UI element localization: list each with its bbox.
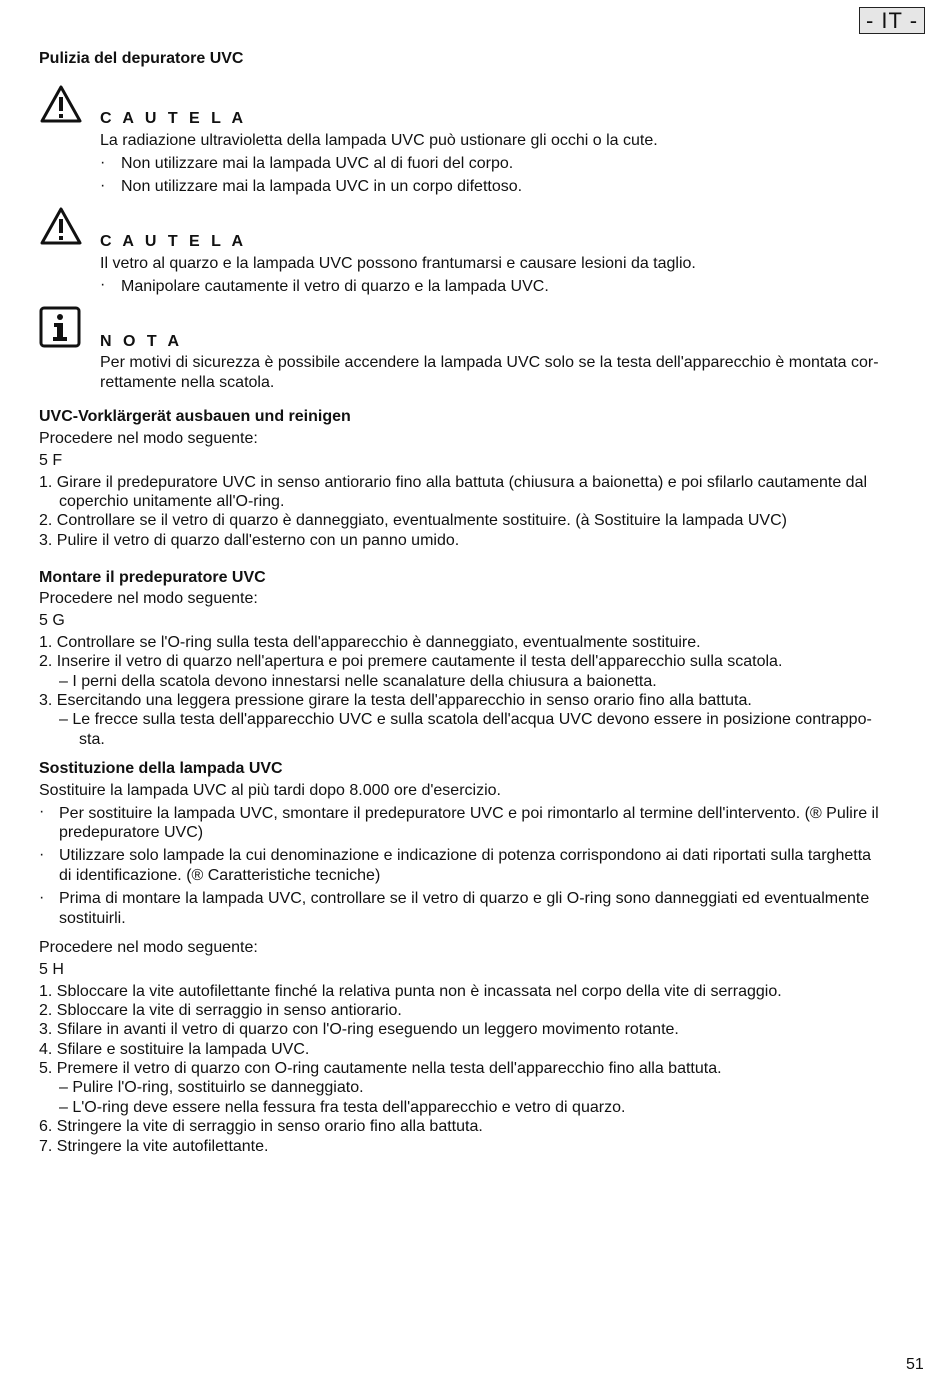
info-icon xyxy=(39,306,81,348)
language-badge: - IT - xyxy=(859,7,925,34)
step-item: 1. Controllare se l'O-ring sulla testa dell'apparecchio è danneggiato, eventualmente sostituire. xyxy=(39,634,701,651)
section-title-remove: UVC-Vorklärgerät ausbauen und reinigen xyxy=(39,408,351,425)
list-bullet: · xyxy=(39,889,45,906)
step-item: 3. Pulire il vetro di quarzo dall'esterno con un panno umido. xyxy=(39,532,460,549)
step-item: 2. Controllare se il vetro di quarzo è danneggiato, eventualmente sostituire. (à Sostituire la lampada UVC) xyxy=(39,512,787,529)
step-item: 1. Girare il predepuratore UVC in senso antiorario fino alla battuta (chiusura a baionetta) e poi sfilarlo cautamente dal xyxy=(39,474,868,491)
section-title-mount: Montare il predepuratore UVC xyxy=(39,569,266,586)
step-item: 3. Esercitando una leggera pressione girare la testa dell'apparecchio in senso orario fino alla battuta. xyxy=(39,692,752,709)
list-item: Prima di montare la lampada UVC, controllare se il vetro di quarzo e gli O-ring sono danneggiati ed eventualmente xyxy=(59,890,870,907)
list-item: Non utilizzare mai la lampada UVC al di fuori del corpo. xyxy=(121,155,514,172)
list-item: di identificazione. (® Caratteristiche tecniche) xyxy=(59,867,381,884)
caution-text: La radiazione ultravioletta della lampada UVC può ustionare gli occhi o la cute. xyxy=(100,132,658,149)
figure-reference: 5 H xyxy=(39,961,64,978)
section-title-cleaning: Pulizia del depuratore UVC xyxy=(39,50,244,67)
list-item: sostituirli. xyxy=(59,910,126,927)
step-item: 6. Stringere la vite di serraggio in senso orario fino alla battuta. xyxy=(39,1118,483,1135)
step-item: coperchio unitamente all'O-ring. xyxy=(59,493,285,510)
replace-intro: Sostituire la lampada UVC al più tardi dopo 8.000 ore d'esercizio. xyxy=(39,782,501,799)
warning-icon xyxy=(39,206,83,246)
procedure-intro: Procedere nel modo seguente: xyxy=(39,939,258,956)
step-item: 7. Stringere la vite autofilettante. xyxy=(39,1138,269,1155)
note-text: Per motivi di sicurezza è possibile accendere la lampada UVC solo se la testa dell'apparecchio è montata cor- xyxy=(100,354,879,371)
warning-icon xyxy=(39,84,83,124)
caution-text: Il vetro al quarzo e la lampada UVC possono frantumarsi e causare lesioni da taglio. xyxy=(100,255,696,272)
note-text: rettamente nella scatola. xyxy=(100,374,275,391)
step-item: 3. Sfilare in avanti il vetro di quarzo con l'O-ring eseguendo un leggero movimento rotante. xyxy=(39,1021,679,1038)
step-sub-item: – Pulire l'O-ring, sostituirlo se danneggiato. xyxy=(59,1079,364,1096)
caution-label: C A U T E L A xyxy=(100,110,247,127)
procedure-intro: Procedere nel modo seguente: xyxy=(39,430,258,447)
note-label: N O T A xyxy=(100,333,183,350)
step-item: 2. Sbloccare la vite di serraggio in senso antiorario. xyxy=(39,1002,402,1019)
list-bullet: · xyxy=(39,803,45,820)
page-number: 51 xyxy=(906,1356,924,1373)
caution-label: C A U T E L A xyxy=(100,233,247,250)
list-bullet: · xyxy=(100,177,106,194)
figure-reference: 5 G xyxy=(39,612,65,629)
step-item: 4. Sfilare e sostituire la lampada UVC. xyxy=(39,1041,310,1058)
step-sub-item: – Le frecce sulla testa dell'apparecchio UVC e sulla scatola dell'acqua UVC devono essere in posizione contrappo- xyxy=(59,711,872,728)
step-item: 2. Inserire il vetro di quarzo nell'apertura e poi premere cautamente il testa dell'apparecchio sulla scatola. xyxy=(39,653,783,670)
list-bullet: · xyxy=(39,846,45,863)
list-item: Utilizzare solo lampade la cui denominazione e indicazione di potenza corrispondono ai dati riportati sulla targhetta xyxy=(59,847,872,864)
figure-reference: 5 F xyxy=(39,452,63,469)
step-item: 1. Sbloccare la vite autofilettante finché la relativa punta non è incassata nel corpo della vite di serraggio. xyxy=(39,983,782,1000)
list-item: Non utilizzare mai la lampada UVC in un corpo difettoso. xyxy=(121,178,523,195)
list-item: predepuratore UVC) xyxy=(59,824,204,841)
step-sub-item: – L'O-ring deve essere nella fessura fra testa dell'apparecchio e vetro di quarzo. xyxy=(59,1099,626,1116)
procedure-intro: Procedere nel modo seguente: xyxy=(39,590,258,607)
section-title-replace: Sostituzione della lampada UVC xyxy=(39,760,283,777)
step-item: 5. Premere il vetro di quarzo con O-ring cautamente nella testa dell'apparecchio fino alla battuta. xyxy=(39,1060,722,1077)
list-bullet: · xyxy=(100,276,106,293)
list-bullet: · xyxy=(100,154,106,171)
list-item: Manipolare cautamente il vetro di quarzo e la lampada UVC. xyxy=(121,278,549,295)
list-item: Per sostituire la lampada UVC, smontare il predepuratore UVC e poi rimontarlo al termine dell'intervento. (® Pulire il xyxy=(59,805,879,822)
step-sub-item: sta. xyxy=(79,731,105,748)
step-sub-item: – I perni della scatola devono innestarsi nelle scanalature della chiusura a baionetta. xyxy=(59,673,657,690)
